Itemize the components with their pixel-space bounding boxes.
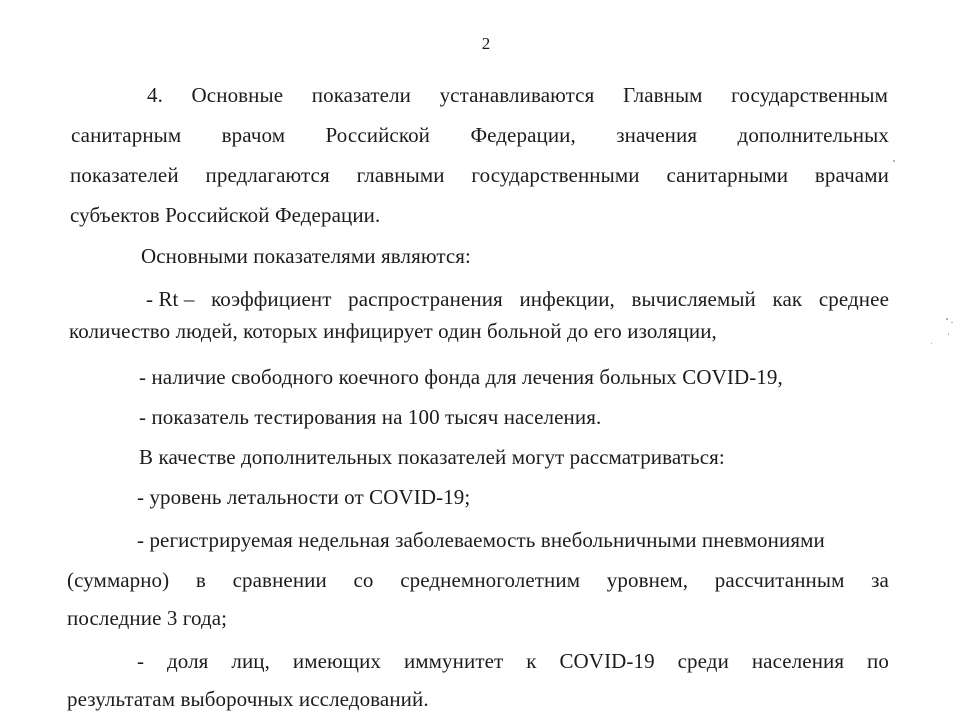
word: среди (677, 649, 729, 673)
main-indicators-heading (141, 243, 471, 269)
word: значения (616, 123, 698, 147)
text-line (69, 318, 717, 344)
scan-speck (951, 322, 953, 323)
word: населения (751, 649, 845, 673)
word: уровнем, (606, 568, 689, 592)
word: показателей (70, 163, 179, 187)
line-text: результатам выборочных исследований. (67, 687, 429, 711)
word: Главным (622, 83, 703, 107)
word: в (195, 568, 206, 592)
word: санитарным (71, 123, 182, 147)
word: главными (356, 163, 445, 187)
word: за (871, 568, 889, 592)
text-line (70, 162, 889, 188)
line-text: Основными показателями являются: (141, 244, 471, 268)
scan-speck (893, 160, 895, 162)
word: государственным (731, 83, 888, 107)
word: рассчитанным (714, 568, 845, 592)
text-line (146, 286, 889, 312)
word: со (353, 568, 374, 592)
page-number: 2 (481, 34, 491, 53)
word: как (772, 287, 803, 311)
word: сравнении (232, 568, 327, 592)
word: санитарными (666, 163, 789, 187)
word: Федерации, (470, 123, 576, 147)
list-item-testing-rate (139, 404, 601, 430)
word: к (526, 649, 537, 673)
scan-speck (931, 343, 932, 344)
word: врачами (814, 163, 889, 187)
scan-speck (946, 318, 948, 320)
word: иммунитет (403, 649, 504, 673)
line-text: количество людей, которых инфицирует один больной до его изоляции, (69, 319, 717, 343)
word: - Rt – (146, 287, 195, 311)
scan-speck (948, 333, 949, 335)
word: устанавливаются (439, 83, 595, 107)
list-item-bed-capacity (139, 364, 783, 390)
text-line (67, 686, 429, 712)
text-line (137, 527, 889, 553)
text-line (137, 648, 889, 674)
word: коэффициент (211, 287, 332, 311)
word: - (137, 649, 145, 673)
word: доля (167, 649, 209, 673)
list-item-mortality (137, 484, 470, 510)
word: показатели (311, 83, 411, 107)
text-line (71, 122, 889, 148)
line-text: - уровень летальности от COVID-19; (137, 485, 471, 509)
word: врачом (221, 123, 286, 147)
line-text: - показатель тестирования на 100 тысяч населения. (139, 405, 602, 429)
word: по (867, 649, 889, 673)
word: лиц, (231, 649, 270, 673)
word: среднее (818, 287, 889, 311)
word: (суммарно) (67, 568, 170, 592)
text-line (67, 567, 889, 593)
line-text: субъектов Российской Федерации. (70, 203, 381, 227)
text-line (67, 605, 227, 631)
word: предлагаются (205, 163, 330, 187)
text-line (147, 82, 888, 108)
additional-indicators-heading (139, 444, 725, 470)
line-text: - наличие свободного коечного фонда для лечения больных COVID-19, (139, 365, 783, 389)
word: Российской (325, 123, 431, 147)
word: 4. (147, 83, 163, 107)
word: инфекции, (519, 287, 615, 311)
word: вычисляемый (631, 287, 756, 311)
word: дополнительных (737, 123, 889, 147)
text-line (70, 202, 380, 228)
word: распространения (348, 287, 503, 311)
word: Основные (191, 83, 284, 107)
line-text: - регистрируемая недельная заболеваемость внебольничными пневмониями (137, 528, 825, 552)
word: имеющих (292, 649, 382, 673)
word: государственными (471, 163, 640, 187)
word: COVID-19 (559, 649, 655, 673)
line-text: последние 3 года; (67, 606, 228, 630)
word: среднемноголетним (400, 568, 581, 592)
line-text: В качестве дополнительных показателей могут рассматриваться: (139, 445, 725, 469)
